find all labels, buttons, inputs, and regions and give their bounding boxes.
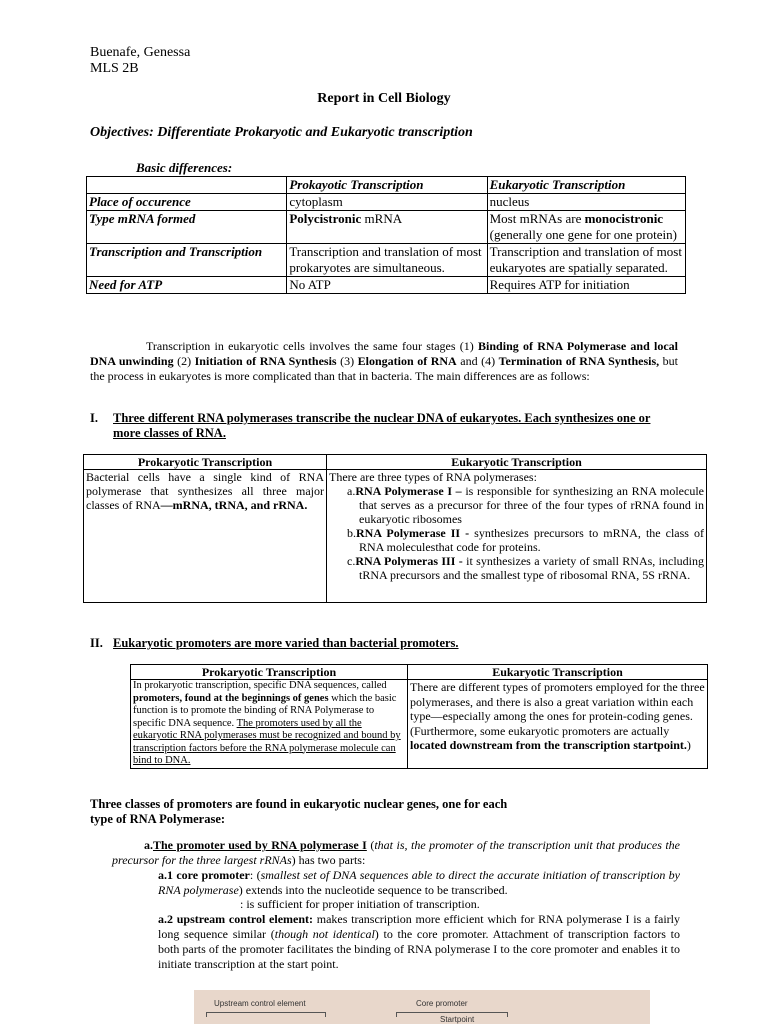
bold-term: RNA Polymeras III - xyxy=(355,554,463,568)
italic-text: though not identical xyxy=(274,927,375,941)
table-row xyxy=(84,470,707,603)
cell-text: ) xyxy=(686,738,691,752)
bold-term: located downstream from the transcription startpoint. xyxy=(410,738,687,752)
table-header-cell: Prokaryotic Transcription xyxy=(84,455,327,470)
bold-term: promoters, found at the beginnings of genes xyxy=(133,692,329,704)
cell-text: (generally one gene for one protein) xyxy=(489,227,677,242)
bold-term: RNA Polymerase II - xyxy=(356,526,470,540)
cell-text: Most mRNAs are xyxy=(489,211,585,226)
cell-text: There are three types of RNA polymerases: xyxy=(329,470,537,484)
row-label: Type mRNA formed xyxy=(87,211,287,244)
row-label: Transcription and Transcription xyxy=(87,244,287,277)
row-label: Need for ATP xyxy=(87,277,287,294)
table-cell xyxy=(487,211,685,244)
table-header-cell: Prokayotic Transcription xyxy=(287,177,487,194)
bold-term: monocistronic xyxy=(584,211,664,226)
table-cell: No ATP xyxy=(287,277,487,294)
table-cell xyxy=(408,680,708,769)
promoter-table xyxy=(130,664,708,769)
table-cell xyxy=(84,470,327,603)
promoter-diagram xyxy=(194,990,650,1024)
core-promoter-label: Core promoter xyxy=(416,999,468,1008)
text: makes transcription more efficient which for RNA polymerase I is a fairly long sequence similar ( xyxy=(158,912,681,941)
upstream-element-label: Upstream control element xyxy=(214,999,306,1008)
section-number: II. xyxy=(90,636,103,650)
cell-text: is responsible for synthesizing an RNA molecule that serves as a precursor for three of the four types of rRNA found in eukaryotic ribosomes xyxy=(359,484,704,526)
text: ) extends into the nucleotide sequence to be transcribed. xyxy=(238,883,508,897)
section-title: Three different RNA polymerases transcribe the nuclear DNA of eukaryotes. Each synthesizes one or more classes of RNA. xyxy=(113,411,651,440)
table-header-cell xyxy=(87,177,287,194)
list-marker: b. xyxy=(347,526,356,540)
promoter-a-paragraph xyxy=(112,838,680,868)
startpoint-label: Startpoint xyxy=(440,1015,475,1024)
upstream-element-paragraph xyxy=(158,912,680,972)
core-promoter-note: : is sufficient for proper initiation of transcription. xyxy=(240,897,480,911)
cell-text: There are different types of promoters employed for the three polymerases, and there is also a great variation within each type—especially among the ones for protein-coding genes. (Furthermore, some eukaryotic promoters are actually xyxy=(410,680,705,738)
table-header-cell: Eukaryotic Transcription xyxy=(327,455,707,470)
italic-text: that is, the promoter of the transcription unit that produces the precursor for the three largest rRNAs xyxy=(112,838,681,867)
text: ) has two parts: xyxy=(291,853,366,867)
table-header-row xyxy=(87,177,686,194)
table-cell xyxy=(287,211,487,244)
underlined-text: The promoters used by all the eukaryotic RNA polymerases must be recognized and bound by transcription factors before the RNA polymerase molecule can bind to DNA. xyxy=(133,717,401,766)
table-header-cell: Eukaryotic Transcription xyxy=(408,665,708,680)
table-header-row xyxy=(84,455,707,470)
core-promoter-paragraph xyxy=(158,868,680,898)
upstream-bracket xyxy=(206,1012,326,1017)
promoter-classes-heading: Three classes of promoters are found in eukaryotic nuclear genes, one for each type of RNA Polymerase: xyxy=(90,797,508,826)
cell-text: synthesizes precursors to mRNA, the class of RNA moleculesthat code for proteins. xyxy=(359,526,705,554)
basic-differences-heading: Basic differences: xyxy=(136,160,233,175)
cell-text: In prokaryotic transcription, specific DNA sequences, called xyxy=(133,680,387,691)
table-row xyxy=(87,244,686,277)
basic-differences-table xyxy=(86,176,686,294)
author-name: Buenafe, Genessa xyxy=(90,45,191,60)
table-cell: Transcription and translation of most eukaryotes are spatially separated. xyxy=(487,244,685,277)
bold-term: The promoter used by RNA polymerase I xyxy=(153,838,367,852)
text: ) to the core promoter. Attachment of transcription factors to both parts of the promoter facilitates the binding of RNA polymerase I to the core promoter and enables it to initiate transcription at the start point. xyxy=(158,927,680,971)
bold-term: Termination of RNA Synthesis, xyxy=(498,354,660,368)
section-heading-1 xyxy=(90,411,680,441)
section-heading-2 xyxy=(90,636,680,651)
text: but the process in eukaryotes is more complicated than that in bacteria. The main differences are as follows: xyxy=(90,354,679,383)
table-cell xyxy=(131,680,408,769)
section-number: I. xyxy=(90,411,98,425)
bold-term: Elongation of RNA xyxy=(357,354,457,368)
rna-polymerase-table xyxy=(83,454,707,603)
table-cell: nucleus xyxy=(487,194,685,211)
text: Transcription in eukaryotic cells involves the same four stages (1) xyxy=(146,339,479,353)
bold-term: Initiation of RNA Synthesis xyxy=(194,354,337,368)
objective: Objectives: Differentiate Prokaryotic and Eukaryotic transcription xyxy=(90,125,473,140)
cell-text: mRNA xyxy=(361,211,403,226)
list-item xyxy=(347,554,704,582)
class-section: MLS 2B xyxy=(90,61,139,76)
text: and (4) xyxy=(456,354,499,368)
list-item xyxy=(347,526,704,554)
section-title: Eukaryotic promoters are more varied than bacterial promoters. xyxy=(113,636,459,650)
polymerase-list xyxy=(329,484,704,582)
text: (2) xyxy=(173,354,195,368)
list-marker: a. xyxy=(347,484,356,498)
intro-paragraph xyxy=(90,339,678,384)
bold-term: RNA Polymerase I – xyxy=(355,484,462,498)
text: ( xyxy=(366,838,375,852)
table-cell: Requires ATP for initiation xyxy=(487,277,685,294)
table-cell: cytoplasm xyxy=(287,194,487,211)
bold-term: —mRNA, tRNA, and rRNA. xyxy=(160,498,308,512)
table-row xyxy=(131,680,708,769)
table-row xyxy=(87,211,686,244)
cell-text: which the basic function is to promote the binding of RNA Polymerase to specific DNA sequence. xyxy=(133,692,397,729)
bold-term: Binding of RNA Polymerase and local DNA unwinding xyxy=(90,339,678,368)
table-row xyxy=(87,194,686,211)
list-marker: c. xyxy=(347,554,356,568)
bold-term: a.2 upstream control element: xyxy=(158,912,314,926)
cell-text: it synthesizes a variety of small RNAs, including tRNA precursors and the smallest type of ribosomal RNA, 5S rRNA. xyxy=(359,554,705,582)
table-cell: Transcription and translation of most prokaryotes are simultaneous. xyxy=(287,244,487,277)
table-row xyxy=(87,277,686,294)
bold-term: Polycistronic xyxy=(289,211,362,226)
row-label: Place of occurence xyxy=(87,194,287,211)
list-marker: a. xyxy=(144,838,153,852)
table-cell xyxy=(327,470,707,603)
cell-text: Bacterial cells have a single kind of RNA polymerase that synthesizes all three major classes of RNA xyxy=(86,470,324,512)
table-header-cell: Prokaryotic Transcription xyxy=(131,665,408,680)
list-item xyxy=(347,484,704,526)
report-title: Report in Cell Biology xyxy=(317,91,451,106)
bold-term: a.1 core promoter xyxy=(158,868,250,882)
italic-text: smallest set of DNA sequences able to direct the accurate initiation of transcription by RNA polymerase xyxy=(158,868,680,897)
table-header-row xyxy=(131,665,708,680)
table-header-cell: Eukaryotic Transcription xyxy=(487,177,685,194)
text: : ( xyxy=(249,868,261,882)
text: (3) xyxy=(336,354,358,368)
